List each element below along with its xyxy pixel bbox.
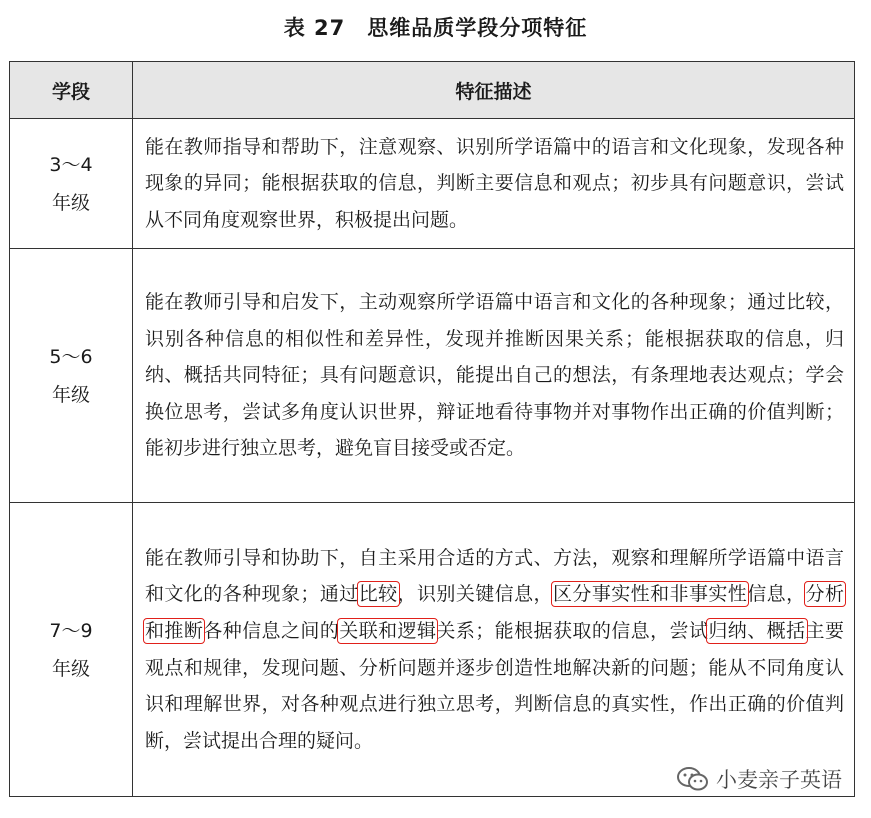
highlighted-term: 比较	[358, 583, 398, 606]
text-segment: 各种信息之间的	[203, 619, 340, 642]
wechat-icon	[676, 766, 710, 792]
stage-unit: 年级	[51, 191, 90, 214]
header-stage: 学段	[10, 62, 133, 119]
text-segment: 能在教师引导和协助下，自主采用合适的方式、方法，观察和理解所学语篇中语言和文化的各种现象；通过	[145, 546, 844, 606]
text-segment: ，识别关键信息，	[397, 583, 553, 606]
stage-cell	[10, 119, 133, 249]
text-segment: 关系；能根据获取的信息，尝试	[436, 619, 709, 642]
stage-range: 5～6	[49, 345, 93, 368]
table-row	[10, 119, 855, 249]
watermark-text: 小麦亲子英语	[716, 768, 842, 792]
highlighted-term: 关联和逻辑	[339, 619, 437, 642]
text-segment: 信息，	[747, 583, 806, 606]
highlighted-term: 归纳、概括	[708, 619, 806, 642]
stage-cell	[10, 503, 133, 797]
stage-unit: 年级	[51, 383, 90, 406]
text-segment: 主要观点和规律，发现问题、分析问题并逐步创造性地解决新的问题；能从不同角度认识和理解世界，对各种观点进行独立思考，判断信息的真实性，作出正确的价值判断，尝试提出合理的疑问。	[145, 619, 844, 752]
watermark	[676, 764, 842, 794]
table-title: 表 27 思维品质学段分项特征	[283, 16, 588, 40]
stage-range: 7～9	[49, 619, 93, 642]
features-table	[9, 61, 855, 797]
highlighted-term: 分析和推断	[145, 583, 844, 642]
header-row	[10, 62, 855, 119]
description-cell: 能在教师引导和启发下，主动观察所学语篇中语言和文化的各种现象；通过比较，识别各种信息的相似性和差异性，发现并推断因果关系；能根据获取的信息，归纳、概括共同特征；具有问题意识，能提出自己的想法，有条理地表达观点；学会换位思考，尝试多角度认识世界，辩证地看待事物并对事物作出正确的价值判断；能初步进行独立思考，避免盲目接受或否定。	[133, 249, 855, 503]
stage-range: 3～4	[49, 153, 93, 176]
stage-cell	[10, 249, 133, 503]
description-cell	[133, 503, 855, 797]
highlighted-term: 区分事实性和非事实性	[552, 583, 748, 606]
table-row	[10, 503, 855, 797]
stage-unit: 年级	[51, 657, 90, 680]
header-description: 特征描述	[133, 62, 855, 119]
description-cell: 能在教师指导和帮助下，注意观察、识别所学语篇中的语言和文化现象，发现各种现象的异同；能根据获取的信息，判断主要信息和观点；初步具有问题意识，尝试从不同角度观察世界，积极提出问题。	[133, 119, 855, 249]
table-row	[10, 249, 855, 503]
